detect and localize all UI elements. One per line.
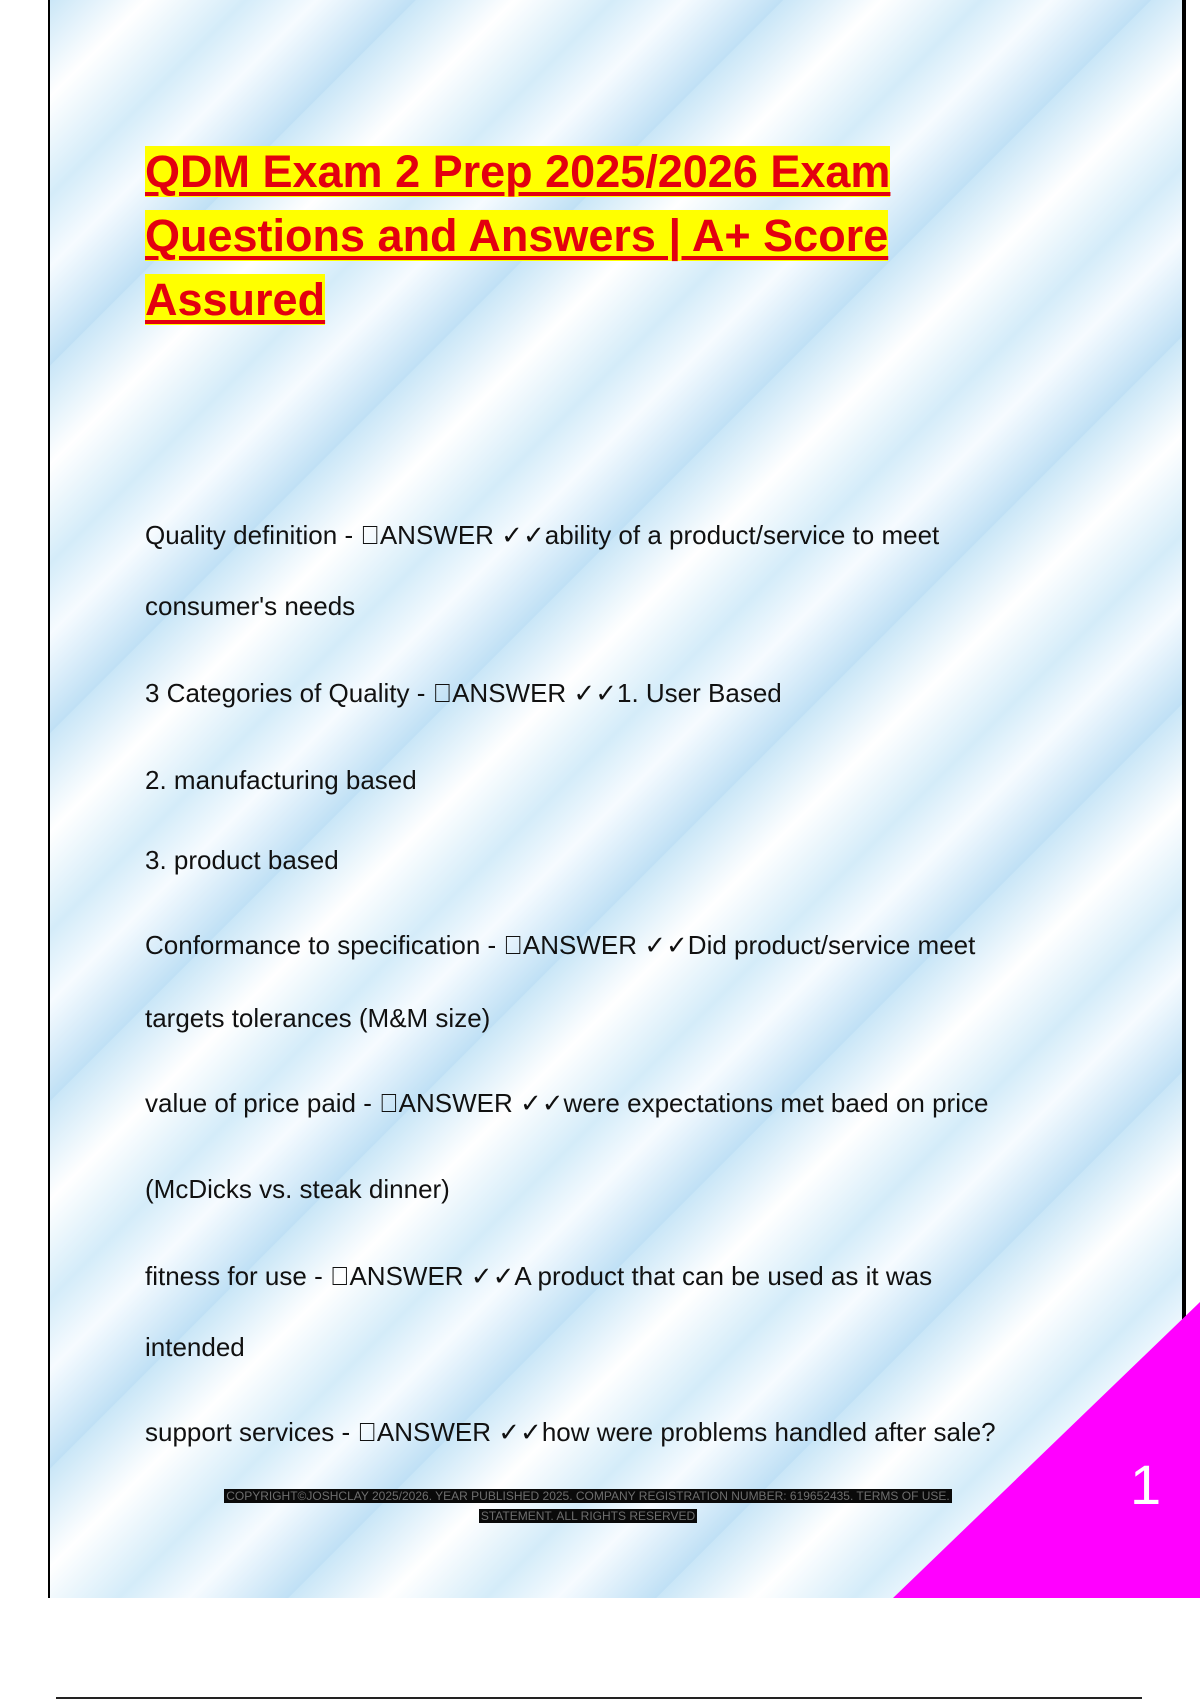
page-number: 1	[1130, 1453, 1162, 1516]
qa-line: intended	[145, 1332, 245, 1362]
qa-line: consumer's needs	[145, 591, 356, 621]
page-left-border	[48, 0, 50, 1598]
copyright-line-1: COPYRIGHT©JOSHCLAY 2025/2026. YEAR PUBLISHED 2025. COMPANY REGISTRATION NUMBER: 619652435. TERMS OF USE.	[226, 1489, 950, 1503]
qa-line: fitness for use -  ANSWER ✓✓A product that can be used as it was	[145, 1261, 933, 1291]
copyright-line-2: STATEMENT. ALL RIGHTS RESERVED	[480, 1509, 696, 1523]
qa-line: 3. product based	[145, 845, 339, 875]
copyright-notice	[178, 1486, 998, 1526]
qa-line: Quality definition -  ANSWER ✓✓ability of a product/service to meet	[145, 520, 940, 550]
next-page-top-rule	[56, 1697, 1142, 1699]
qa-line: 3 Categories of Quality -  ANSWER ✓✓1. User Based	[145, 678, 782, 708]
qa-line: value of price paid -  ANSWER ✓✓were expectations met baed on price	[145, 1088, 989, 1118]
qa-line: targets tolerances (M&M size)	[145, 1003, 491, 1033]
qa-line: support services -  ANSWER ✓✓how were problems handled after sale?	[145, 1417, 996, 1447]
qa-line: Conformance to specification -  ANSWER ✓✓Did product/service meet	[145, 930, 976, 960]
document-title: QDM Exam 2 Prep 2025/2026 Exam Questions and Answers | A+ Score Assured	[145, 146, 891, 325]
qa-line: 2. manufacturing based	[145, 765, 417, 795]
qa-line: (McDicks vs. steak dinner)	[145, 1174, 450, 1204]
